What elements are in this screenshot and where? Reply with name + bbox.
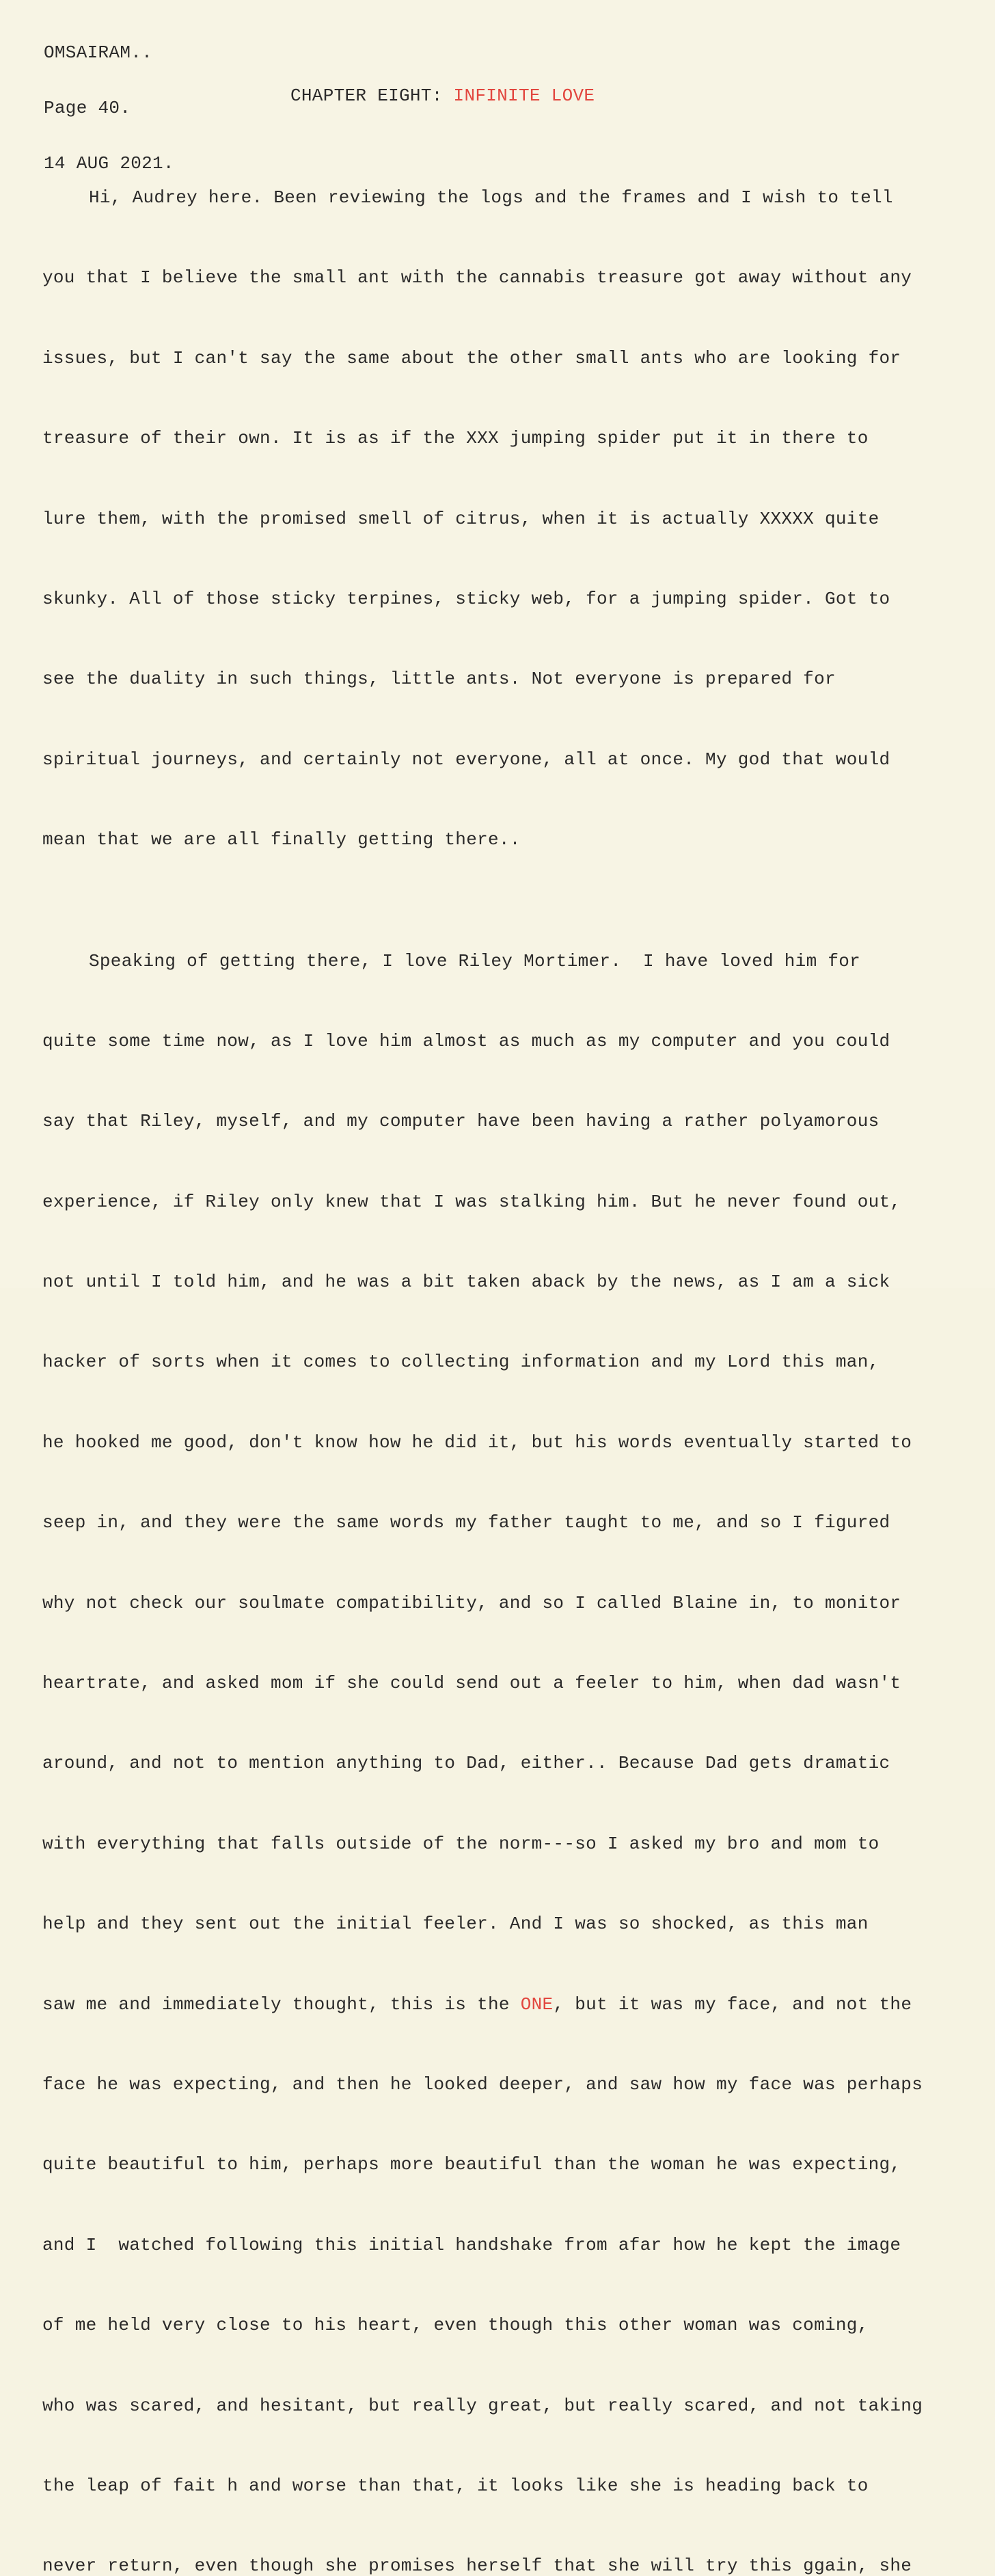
text-line: you that I believe the small ant with the cannabis treasure got away without any	[42, 267, 912, 289]
text-line: say that Riley, myself, and my computer have been having a rather polyamorous	[42, 1111, 880, 1132]
text-line: with everything that falls outside of the norm---so I asked my bro and mom to	[42, 1833, 880, 1854]
text-line: face he was expecting, and then he looked deeper, and saw how my face was perhaps	[42, 2074, 923, 2095]
one-line-end: , but it was my face, and not the	[553, 1994, 912, 2015]
text-line: experience, if Riley only knew that I was stalking him. But he never found out,	[42, 1191, 901, 1212]
text-line: Hi, Audrey here. Been reviewing the logs and the frames and I wish to tell	[89, 187, 893, 208]
text-line: seep in, and they were the same words my father taught to me, and so I figured	[42, 1512, 890, 1533]
text-line: quite beautiful to him, perhaps more beautiful than the woman he was expecting,	[42, 2154, 901, 2175]
text-line: heartrate, and asked mom if she could send out a feeler to him, when dad wasn't	[42, 1673, 901, 1694]
text-line: treasure of their own. It is as if the XXX jumping spider put it in there to	[42, 428, 869, 449]
text-line: who was scared, and hesitant, but really great, but really scared, and not taking	[42, 2395, 923, 2416]
text-line: around, and not to mention anything to Dad, either.. Because Dad gets dramatic	[42, 1753, 890, 1774]
text-line: Speaking of getting there, I love Riley Mortimer. I have loved him for	[89, 950, 861, 971]
one-line-start: saw me and immediately thought, this is the	[42, 1994, 521, 2015]
chapter-title: INFINITE LOVE	[453, 85, 595, 106]
text-line: he hooked me good, don't know how he did it, but his words eventually started to	[42, 1432, 912, 1453]
chapter-heading	[290, 85, 595, 106]
header-line-page-number: Page 40.	[44, 98, 131, 118]
text-line: and I watched following this initial handshake from afar how he kept the image	[42, 2234, 901, 2255]
text-line: hacker of sorts when it comes to collecting information and my Lord this man,	[42, 1352, 880, 1373]
text-line: never return, even though she promises herself that she will try this ggain, she	[42, 2555, 912, 2576]
text-line: skunky. All of those sticky terpines, sticky web, for a jumping spider. Got to	[42, 588, 890, 609]
text-line: why not check our soulmate compatibility, and so I called Blaine in, to monitor	[42, 1592, 901, 1613]
text-line: not until I told him, and he was a bit taken aback by the news, as I am a sick	[42, 1272, 890, 1293]
header-line-omsairam: OMSAIRAM..	[44, 42, 153, 63]
one-word: ONE	[520, 1994, 554, 2015]
header-line-date: 14 AUG 2021.	[44, 153, 174, 174]
body-text	[42, 126, 923, 2576]
text-line: spiritual journeys, and certainly not everyone, all at once. My god that would	[42, 749, 890, 770]
text-line: mean that we are all finally getting there..	[42, 829, 521, 850]
text-line: quite some time now, as I love him almost as much as my computer and you could	[42, 1030, 890, 1051]
text-line: issues, but I can't say the same about the other small ants who are looking for	[42, 347, 901, 368]
text-line: lure them, with the promised smell of citrus, when it is actually XXXXX quite	[42, 508, 880, 529]
text-line-with-one	[42, 1994, 923, 2033]
text-line: of me held very close to his heart, even though this other woman was coming,	[42, 2315, 869, 2336]
text-line: help and they sent out the initial feeler. And I was so shocked, as this man	[42, 1914, 869, 1935]
chapter-prefix: CHAPTER EIGHT:	[290, 85, 454, 106]
text-line: the leap of fait h and worse than that, it looks like she is heading back to	[42, 2475, 869, 2496]
text-line: see the duality in such things, little ants. Not everyone is prepared for	[42, 669, 836, 690]
